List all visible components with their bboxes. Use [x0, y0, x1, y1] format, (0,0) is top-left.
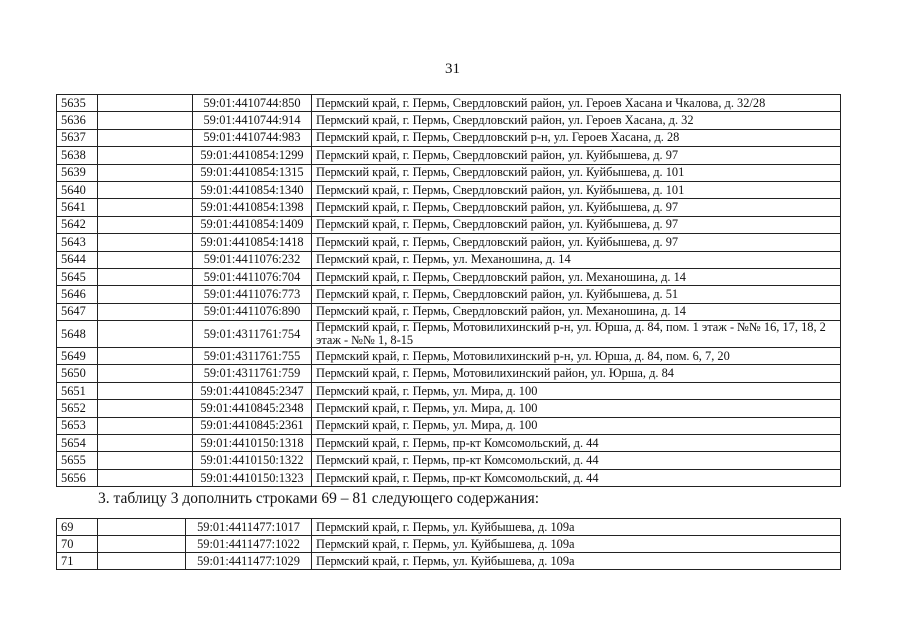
address-cell: Пермский край, г. Пермь, Свердловский район, ул. Куйбышева, д. 97 — [312, 147, 841, 164]
row-number-cell: 5645 — [57, 268, 98, 285]
table-3 — [56, 518, 841, 570]
cadastral-number-cell: 59:01:4311761:759 — [193, 365, 312, 382]
row-number-cell: 5638 — [57, 147, 98, 164]
empty-cell — [98, 251, 193, 268]
row-number-cell: 5641 — [57, 199, 98, 216]
table-row — [57, 536, 841, 553]
row-number-cell: 5647 — [57, 303, 98, 320]
row-number-cell: 5646 — [57, 286, 98, 303]
cadastral-number-cell: 59:01:4410150:1322 — [193, 452, 312, 469]
main-table-body — [57, 95, 841, 487]
address-cell: Пермский край, г. Пермь, Свердловский район, ул. Куйбышева, д. 51 — [312, 286, 841, 303]
section-heading: 3. таблицу 3 дополнить строками 69 – 81 следующего содержания: — [98, 490, 540, 507]
cadastral-number-cell: 59:01:4410150:1323 — [193, 469, 312, 486]
table-row — [57, 382, 841, 399]
table-row — [57, 181, 841, 198]
cadastral-number-cell: 59:01:4411076:773 — [193, 286, 312, 303]
row-number-cell: 5640 — [57, 181, 98, 198]
cadastral-number-cell: 59:01:4411076:232 — [193, 251, 312, 268]
address-cell: Пермский край, г. Пермь, ул. Мира, д. 100 — [312, 400, 841, 417]
main-table — [56, 94, 841, 487]
empty-cell — [98, 321, 193, 348]
table-row — [57, 268, 841, 285]
row-number-cell: 5636 — [57, 112, 98, 129]
empty-cell — [98, 417, 193, 434]
cadastral-number-cell: 59:01:4410845:2361 — [193, 417, 312, 434]
address-cell: Пермский край, г. Пермь, Свердловский район, ул. Куйбышева, д. 97 — [312, 216, 841, 233]
address-cell: Пермский край, г. Пермь, пр-кт Комсомольский, д. 44 — [312, 469, 841, 486]
table-row — [57, 303, 841, 320]
empty-cell — [98, 286, 193, 303]
table-row — [57, 286, 841, 303]
table-row — [57, 435, 841, 452]
address-cell: Пермский край, г. Пермь, ул. Куйбышева, д. 109а — [312, 536, 841, 553]
table-row — [57, 321, 841, 348]
empty-cell — [98, 452, 193, 469]
table-row — [57, 129, 841, 146]
row-number-cell: 5649 — [57, 348, 98, 365]
table-row — [57, 519, 841, 536]
table-row — [57, 95, 841, 112]
address-cell: Пермский край, г. Пермь, пр-кт Комсомольский, д. 44 — [312, 452, 841, 469]
empty-cell — [98, 536, 186, 553]
empty-cell — [98, 147, 193, 164]
row-number-cell: 5654 — [57, 435, 98, 452]
address-cell: Пермский край, г. Пермь, Мотовилихинский р-н, ул. Юрша, д. 84, пом. 6, 7, 20 — [312, 348, 841, 365]
address-cell: Пермский край, г. Пермь, Свердловский район, ул. Героев Хасана, д. 32 — [312, 112, 841, 129]
cadastral-number-cell: 59:01:4410854:1418 — [193, 234, 312, 251]
row-number-cell: 5644 — [57, 251, 98, 268]
table-row — [57, 147, 841, 164]
address-cell: Пермский край, г. Пермь, ул. Куйбышева, д. 109а — [312, 553, 841, 570]
row-number-cell: 5655 — [57, 452, 98, 469]
cadastral-number-cell: 59:01:4410744:850 — [193, 95, 312, 112]
empty-cell — [98, 234, 193, 251]
empty-cell — [98, 400, 193, 417]
empty-cell — [98, 348, 193, 365]
row-number-cell: 5648 — [57, 321, 98, 348]
empty-cell — [98, 553, 186, 570]
address-cell: Пермский край, г. Пермь, Свердловский район, ул. Куйбышева, д. 97 — [312, 234, 841, 251]
row-number-cell: 5637 — [57, 129, 98, 146]
empty-cell — [98, 519, 186, 536]
empty-cell — [98, 303, 193, 320]
row-number-cell: 5643 — [57, 234, 98, 251]
row-number-cell: 5635 — [57, 95, 98, 112]
address-cell: Пермский край, г. Пермь, Свердловский район, ул. Механошина, д. 14 — [312, 268, 841, 285]
cadastral-number-cell: 59:01:4411076:704 — [193, 268, 312, 285]
row-number-cell: 5652 — [57, 400, 98, 417]
table-row — [57, 348, 841, 365]
table-row — [57, 112, 841, 129]
address-cell: Пермский край, г. Пермь, ул. Куйбышева, д. 109а — [312, 519, 841, 536]
cadastral-number-cell: 59:01:4410150:1318 — [193, 435, 312, 452]
cadastral-number-cell: 59:01:4411477:1017 — [186, 519, 312, 536]
row-number-cell: 70 — [57, 536, 98, 553]
cadastral-number-cell: 59:01:4410744:914 — [193, 112, 312, 129]
table-row — [57, 400, 841, 417]
empty-cell — [98, 181, 193, 198]
empty-cell — [98, 95, 193, 112]
table-row — [57, 469, 841, 486]
table-row — [57, 234, 841, 251]
address-cell: Пермский край, г. Пермь, Свердловский р-н, ул. Героев Хасана, д. 28 — [312, 129, 841, 146]
table-row — [57, 164, 841, 181]
row-number-cell: 71 — [57, 553, 98, 570]
row-number-cell: 5651 — [57, 382, 98, 399]
table-row — [57, 417, 841, 434]
address-cell: Пермский край, г. Пермь, Свердловский район, ул. Героев Хасана и Чкалова, д. 32/28 — [312, 95, 841, 112]
cadastral-number-cell: 59:01:4311761:755 — [193, 348, 312, 365]
empty-cell — [98, 365, 193, 382]
empty-cell — [98, 112, 193, 129]
table-row — [57, 452, 841, 469]
empty-cell — [98, 469, 193, 486]
cadastral-number-cell: 59:01:4410845:2347 — [193, 382, 312, 399]
cadastral-number-cell: 59:01:4311761:754 — [193, 321, 312, 348]
address-cell: Пермский край, г. Пермь, Мотовилихинский район, ул. Юрша, д. 84 — [312, 365, 841, 382]
cadastral-number-cell: 59:01:4410854:1299 — [193, 147, 312, 164]
cadastral-number-cell: 59:01:4410854:1315 — [193, 164, 312, 181]
cadastral-number-cell: 59:01:4410854:1398 — [193, 199, 312, 216]
page-number: 31 — [445, 61, 460, 77]
cadastral-number-cell: 59:01:4411477:1022 — [186, 536, 312, 553]
empty-cell — [98, 216, 193, 233]
cadastral-number-cell: 59:01:4411477:1029 — [186, 553, 312, 570]
address-cell: Пермский край, г. Пермь, ул. Мира, д. 100 — [312, 417, 841, 434]
table-row — [57, 365, 841, 382]
cadastral-number-cell: 59:01:4410854:1340 — [193, 181, 312, 198]
address-cell: Пермский край, г. Пермь, Свердловский район, ул. Механошина, д. 14 — [312, 303, 841, 320]
cadastral-number-cell: 59:01:4411076:890 — [193, 303, 312, 320]
address-cell: Пермский край, г. Пермь, ул. Механошина, д. 14 — [312, 251, 841, 268]
row-number-cell: 69 — [57, 519, 98, 536]
empty-cell — [98, 199, 193, 216]
row-number-cell: 5656 — [57, 469, 98, 486]
empty-cell — [98, 129, 193, 146]
empty-cell — [98, 382, 193, 399]
address-cell: Пермский край, г. Пермь, ул. Мира, д. 100 — [312, 382, 841, 399]
address-cell: Пермский край, г. Пермь, Свердловский район, ул. Куйбышева, д. 97 — [312, 199, 841, 216]
row-number-cell: 5650 — [57, 365, 98, 382]
cadastral-number-cell: 59:01:4410854:1409 — [193, 216, 312, 233]
empty-cell — [98, 268, 193, 285]
address-cell: Пермский край, г. Пермь, Мотовилихинский р-н, ул. Юрша, д. 84, пом. 1 этаж - №№ 16, 17, 18, 2 этаж - №№ 1, 8-15 — [312, 321, 841, 348]
table-row — [57, 251, 841, 268]
row-number-cell: 5642 — [57, 216, 98, 233]
address-cell: Пермский край, г. Пермь, Свердловский район, ул. Куйбышева, д. 101 — [312, 164, 841, 181]
table-row — [57, 553, 841, 570]
row-number-cell: 5653 — [57, 417, 98, 434]
table-3-body — [57, 519, 841, 570]
cadastral-number-cell: 59:01:4410744:983 — [193, 129, 312, 146]
empty-cell — [98, 435, 193, 452]
cadastral-number-cell: 59:01:4410845:2348 — [193, 400, 312, 417]
row-number-cell: 5639 — [57, 164, 98, 181]
table-row — [57, 216, 841, 233]
table-row — [57, 199, 841, 216]
empty-cell — [98, 164, 193, 181]
address-cell: Пермский край, г. Пермь, пр-кт Комсомольский, д. 44 — [312, 435, 841, 452]
address-cell: Пермский край, г. Пермь, Свердловский район, ул. Куйбышева, д. 101 — [312, 181, 841, 198]
